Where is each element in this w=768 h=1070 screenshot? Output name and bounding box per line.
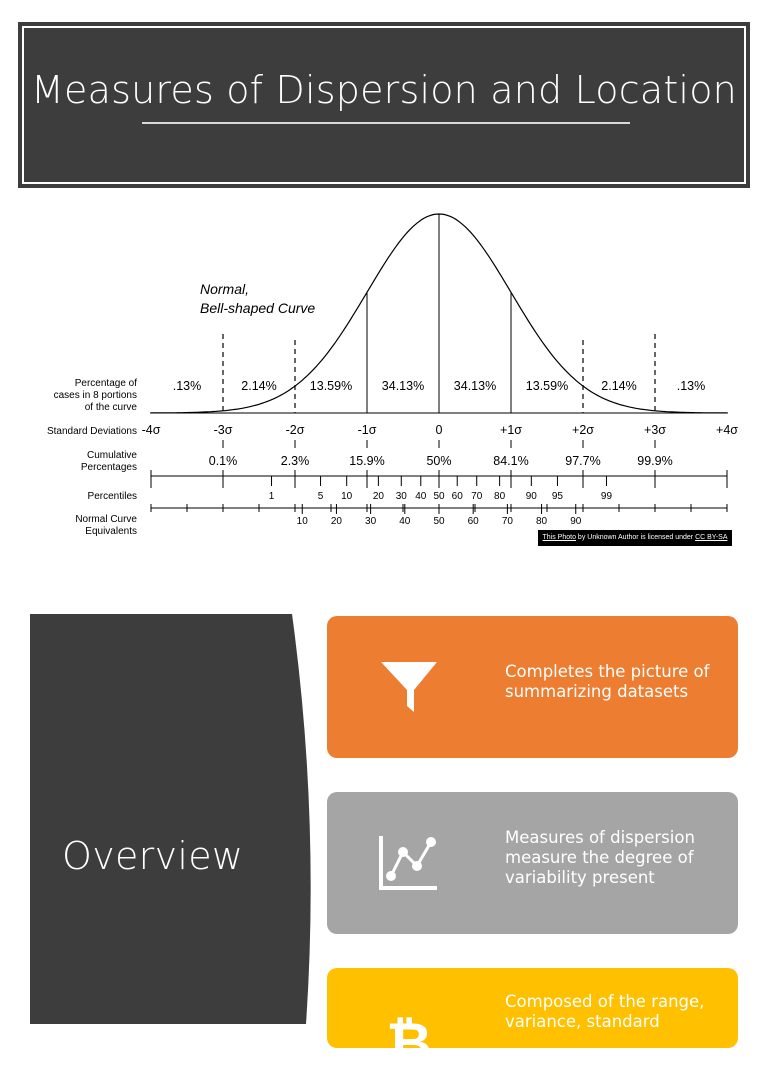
card-text: Measures of dispersion measure the degree of variability present <box>505 828 695 887</box>
nce-label: 30 <box>365 516 377 527</box>
cumulative-label: 97.7% <box>565 454 601 468</box>
portion-label: .13% <box>172 379 202 393</box>
std-dev-label: -3σ <box>213 423 233 437</box>
card-text: Composed of the range, variance, standard <box>505 992 705 1031</box>
svg-text:₿: ₿ <box>386 1011 432 1070</box>
nce-label: 90 <box>570 516 582 527</box>
row-label-percentiles: Percentiles <box>87 491 137 502</box>
nce-label: 60 <box>467 516 479 527</box>
row-label-percentage-2: cases in 8 portions <box>53 390 137 401</box>
row-label-cumulative-1: Cumulative <box>86 450 137 461</box>
bell-curve-svg <box>0 200 768 552</box>
cumulative-label: 0.1% <box>208 454 238 468</box>
cumulative-label: 50% <box>426 454 452 468</box>
curve-label-line1: Normal, <box>200 281 250 297</box>
std-dev-label: +1σ <box>500 423 522 437</box>
cumulative-label: 84.1% <box>493 454 529 468</box>
slide-title: Measures of Dispersion and Location <box>31 68 737 112</box>
portion-label: 34.13% <box>453 379 497 393</box>
row-label-std-dev: Standard Deviations <box>46 426 137 437</box>
credit-text: by Unknown Author is licensed under <box>575 534 696 541</box>
nce-label: 40 <box>399 516 411 527</box>
percentile-label: 80 <box>494 491 506 502</box>
std-dev-label: -1σ <box>357 423 377 437</box>
percentile-label: 40 <box>415 491 427 502</box>
bell-curve-figure <box>0 200 768 552</box>
portion-label: 13.59% <box>309 379 353 393</box>
cumulative-label: 99.9% <box>637 454 673 468</box>
nce-label: 10 <box>296 516 308 527</box>
nce-label: 50 <box>433 516 445 527</box>
row-label-percentage-1: Percentage of <box>74 378 137 389</box>
card-summarizing <box>327 616 738 758</box>
std-dev-label: +4σ <box>716 423 738 437</box>
std-dev-label: -4σ <box>141 423 161 437</box>
photo-credit <box>538 530 732 546</box>
percentile-label: 5 <box>317 491 324 502</box>
percentile-label: 10 <box>341 491 353 502</box>
portion-label: 2.14% <box>241 379 277 393</box>
std-dev-label: +3σ <box>644 423 666 437</box>
funnel-icon <box>377 654 441 718</box>
card-dispersion <box>327 792 738 934</box>
title-underline <box>142 122 630 124</box>
percentile-label: 50 <box>433 491 445 502</box>
nce-label: 80 <box>536 516 548 527</box>
portion-label: .13% <box>676 379 706 393</box>
credit-link[interactable]: This Photo <box>542 534 576 541</box>
card-components <box>327 968 738 1070</box>
line-chart-icon <box>377 830 441 894</box>
portion-label: 13.59% <box>525 379 569 393</box>
std-dev-labels <box>142 423 739 437</box>
nce-label: 20 <box>330 516 342 527</box>
percentile-label: 60 <box>451 491 463 502</box>
percentile-label: 20 <box>372 491 384 502</box>
percentile-label: 1 <box>268 491 275 502</box>
card-text: Completes the picture of summarizing datasets <box>505 662 710 701</box>
row-label-nce-1: Normal Curve <box>75 514 137 525</box>
percentile-row <box>151 470 727 502</box>
row-label-percentage-3: of the curve <box>84 402 137 413</box>
percentile-label: 30 <box>395 491 407 502</box>
row-label-nce-2: Equivalents <box>85 526 137 537</box>
portion-label: 34.13% <box>381 379 425 393</box>
nce-row <box>151 504 727 527</box>
overview-panel <box>30 614 320 1024</box>
title-banner <box>18 22 750 188</box>
row-label-cumulative-2: Percentages <box>80 462 137 473</box>
percentile-label: 95 <box>551 491 564 502</box>
overview-title: Overview <box>62 834 244 878</box>
percentile-label: 90 <box>525 491 537 502</box>
std-dev-label: 0 <box>435 423 443 437</box>
cumulative-label: 2.3% <box>280 454 310 468</box>
cumulative-row <box>209 440 673 468</box>
cumulative-label: 15.9% <box>349 454 385 468</box>
portion-label: 2.14% <box>601 379 637 393</box>
bitcoin-icon <box>377 1006 441 1070</box>
percentile-label: 99 <box>600 491 613 502</box>
curve-label-line2: Bell-shaped Curve <box>200 300 316 316</box>
nce-label: 70 <box>501 516 513 527</box>
std-dev-label: +2σ <box>572 423 594 437</box>
std-dev-label: -2σ <box>285 423 305 437</box>
percentile-label: 70 <box>471 491 483 502</box>
license-link[interactable]: CC BY-SA <box>695 534 728 541</box>
